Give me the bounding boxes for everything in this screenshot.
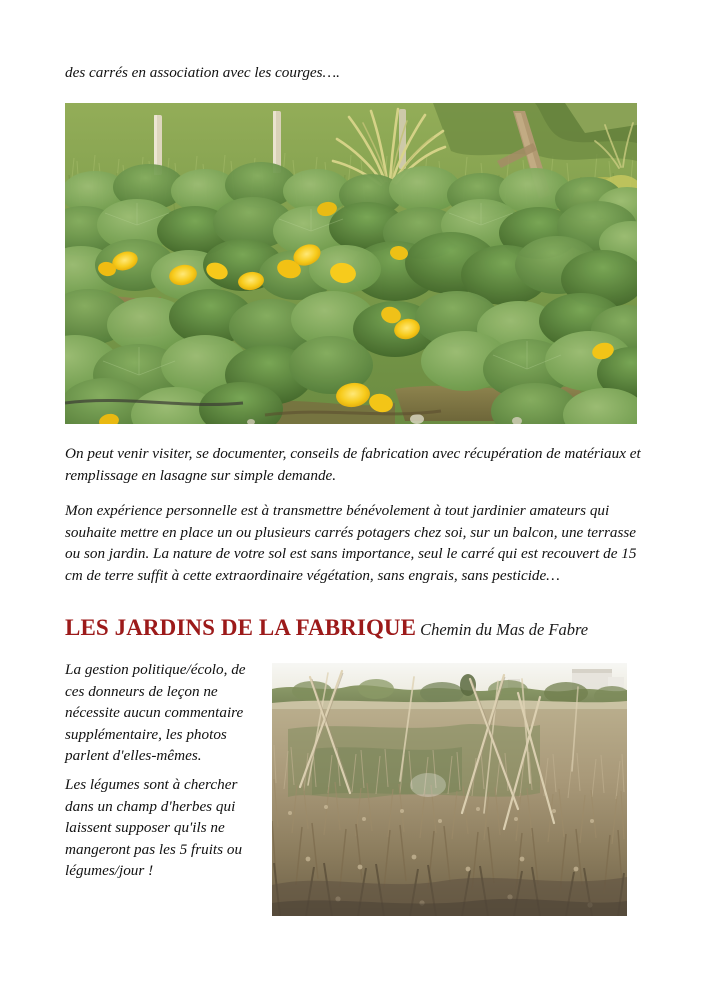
paragraph-visit: On peut venir visiter, se documenter, conseils de fabrication avec récupération de matériaux et remplissage en lasagne sur simple demande.	[65, 445, 641, 484]
overgrown-field-illustration	[272, 663, 627, 916]
paragraph-gestion: La gestion politique/écolo, de ces donneurs de leçon ne nécessite aucun commentaire supplémentaire, les photos parlent d'elles-mêmes.	[65, 661, 246, 764]
section-heading-subtitle: Chemin du Mas de Fabre	[420, 620, 589, 639]
squash-patch-illustration	[65, 103, 637, 424]
intro-line-text: des carrés en association avec les courges….	[65, 64, 340, 81]
paragraph-legumes: Les légumes sont à chercher dans un champ d'herbes qui laissent supposer qu'ils ne mangeront pas les 5 fruits ou légumes/jour !	[65, 776, 243, 879]
section-heading-title: LES JARDINS DE LA FABRIQUE	[65, 615, 417, 640]
overgrown-field-photo	[272, 663, 627, 916]
squash-patch-photo	[65, 103, 637, 424]
section-heading	[65, 615, 645, 641]
paragraph-experience: Mon expérience personnelle est à transmettre bénévolement à tout jardinier amateurs qui souhaite mettre en place un ou plusieurs carrés potagers chez soi, sur un balcon, une terrasse ou son jardin. La nature de votre sol est sans importance, seul le carré qui est recouvert de 15 cm de terre suffit à cette extraordinaire végétation, sans engrais, sans pesticide…	[65, 502, 637, 584]
